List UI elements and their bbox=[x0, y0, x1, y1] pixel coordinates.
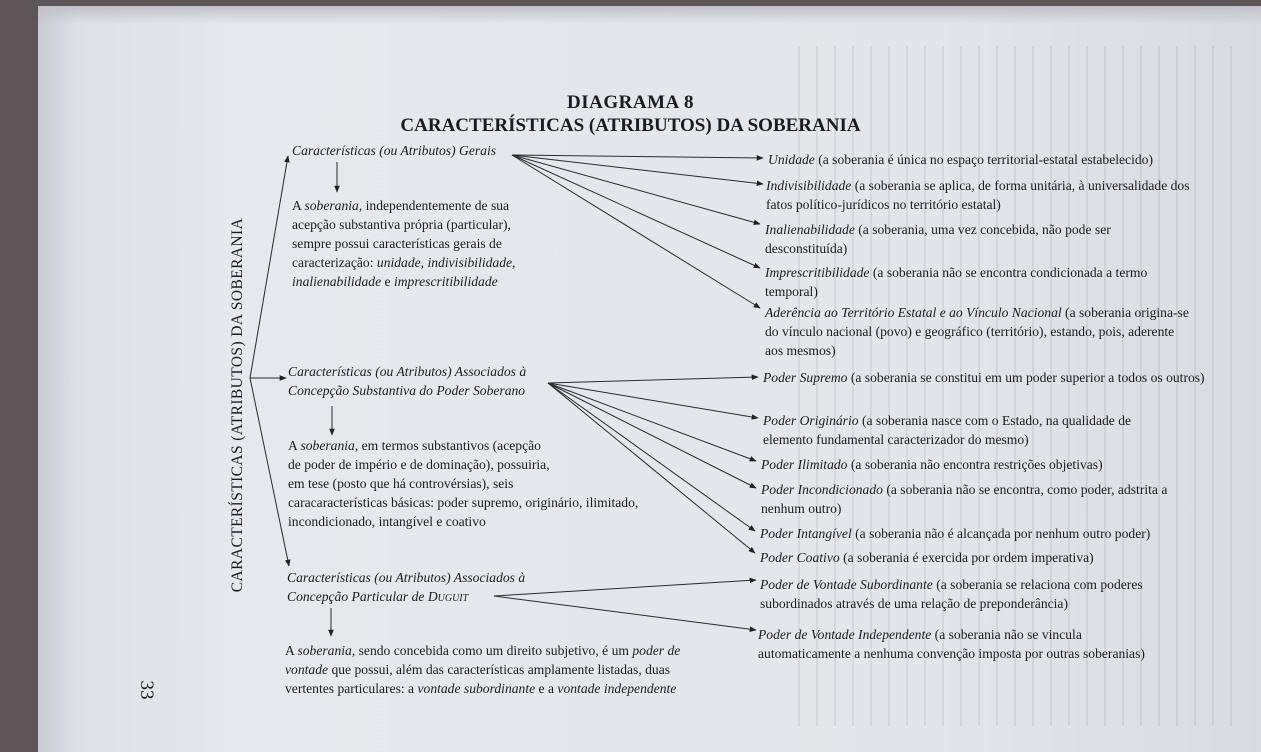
item-poder-supremo: Poder Supremo (a soberania se constitui em um poder superior a todos os outros) bbox=[763, 370, 1205, 385]
bracket-to-group-3 bbox=[250, 378, 289, 566]
item-poder-intangivel: Poder Intangível (a soberania não é alcançada por nenhum outro poder) bbox=[760, 526, 1151, 541]
diagram-subtitle: CARACTERÍSTICAS (ATRIBUTOS) DA SOBERANIA bbox=[400, 115, 861, 136]
group-3-description: A soberania, sendo concebida como um direito subjetivo, é um poder de vontade que possui, além das características amplamente listadas, duas vertentes particulares: a vontade subordinante e a vontade independente bbox=[285, 643, 681, 696]
group-2-description: A soberania, em termos substantivos (acepção de poder de império e de dominação), possuiria, em tese (posto que há controvérsias), seis caracaracterísticas básicas: poder supremo, originário, ilimitado, incondicionado, intangível e coativo bbox=[288, 438, 639, 529]
group-1-description: A soberania, independentemente de sua acepção substantiva própria (particular), sempre possui características gerais de caracterização: unidade, indivisibilidade, inalienabilidade e imprescritibilidade bbox=[292, 198, 516, 289]
arrow-aderencia bbox=[512, 155, 760, 308]
arrow-unidade bbox=[512, 155, 763, 158]
item-poder-coativo: Poder Coativo (a soberania é exercida por ordem imperativa) bbox=[760, 550, 1094, 565]
item-imprescritibilidade: Imprescritibilidade (a soberania não se encontra condicionada a termo temporal) bbox=[765, 265, 1148, 299]
arrow-vontade-subordinante bbox=[494, 580, 756, 596]
group-3-heading: Características (ou Atributos) Associados à Concepção Particular de Duguit bbox=[287, 570, 526, 604]
arrow-vontade-independente bbox=[494, 596, 756, 630]
item-unidade: Unidade (a soberania é única no espaço territorial-estatal estabelecido) bbox=[768, 152, 1153, 167]
item-indivisibilidade: Indivisibilidade (a soberania se aplica, de forma unitária, à universalidade dos fatos político-jurídicos no território estatal) bbox=[766, 178, 1190, 212]
arrow-poder-supremo bbox=[548, 377, 758, 383]
arrow-poder-originario bbox=[548, 383, 758, 418]
group-2-heading: Características (ou Atributos) Associados à Concepção Substantiva do Poder Soberano bbox=[288, 364, 527, 398]
item-poder-originario: Poder Originário (a soberania nasce com o Estado, na qualidade de elemento fundamental caracterizador do mesmo) bbox=[763, 413, 1132, 447]
vertical-root-label: CARACTERÍSTICAS (ATRIBUTOS) DA SOBERANIA bbox=[229, 217, 246, 593]
item-inalienabilidade: Inalienabilidade (a soberania, uma vez concebida, não pode ser desconstituída) bbox=[765, 222, 1111, 256]
page-number: 33 bbox=[136, 680, 157, 700]
item-poder-incondicionado: Poder Incondicionado (a soberania não se encontra, como poder, adstrita a nenhum outro) bbox=[761, 482, 1168, 516]
item-vontade-subordinante: Poder de Vontade Subordinante (a soberania se relaciona com poderes subordinados através de uma relação de preponderância) bbox=[760, 577, 1143, 611]
arrow-imprescritibilidade bbox=[512, 155, 760, 268]
item-vontade-independente: Poder de Vontade Independente (a soberania não se vincula automaticamente a nenhuma convenção imposta por outras soberanias) bbox=[758, 627, 1145, 661]
item-poder-ilimitado: Poder Ilimitado (a soberania não encontra restrições objetivas) bbox=[761, 457, 1103, 472]
diagram-title: DIAGRAMA 8 bbox=[567, 92, 694, 113]
item-aderencia: Aderência ao Território Estatal e ao Vínculo Nacional (a soberania origina-se do vínculo nacional (povo) e geográfico (território), estando, pois, aderente aos mesmos) bbox=[765, 305, 1189, 358]
arrow-inalienabilidade bbox=[512, 155, 760, 224]
arrow-indivisibilidade bbox=[512, 155, 763, 184]
group-1-heading: Características (ou Atributos) Gerais bbox=[292, 143, 497, 158]
bracket-to-group-1 bbox=[250, 156, 288, 378]
